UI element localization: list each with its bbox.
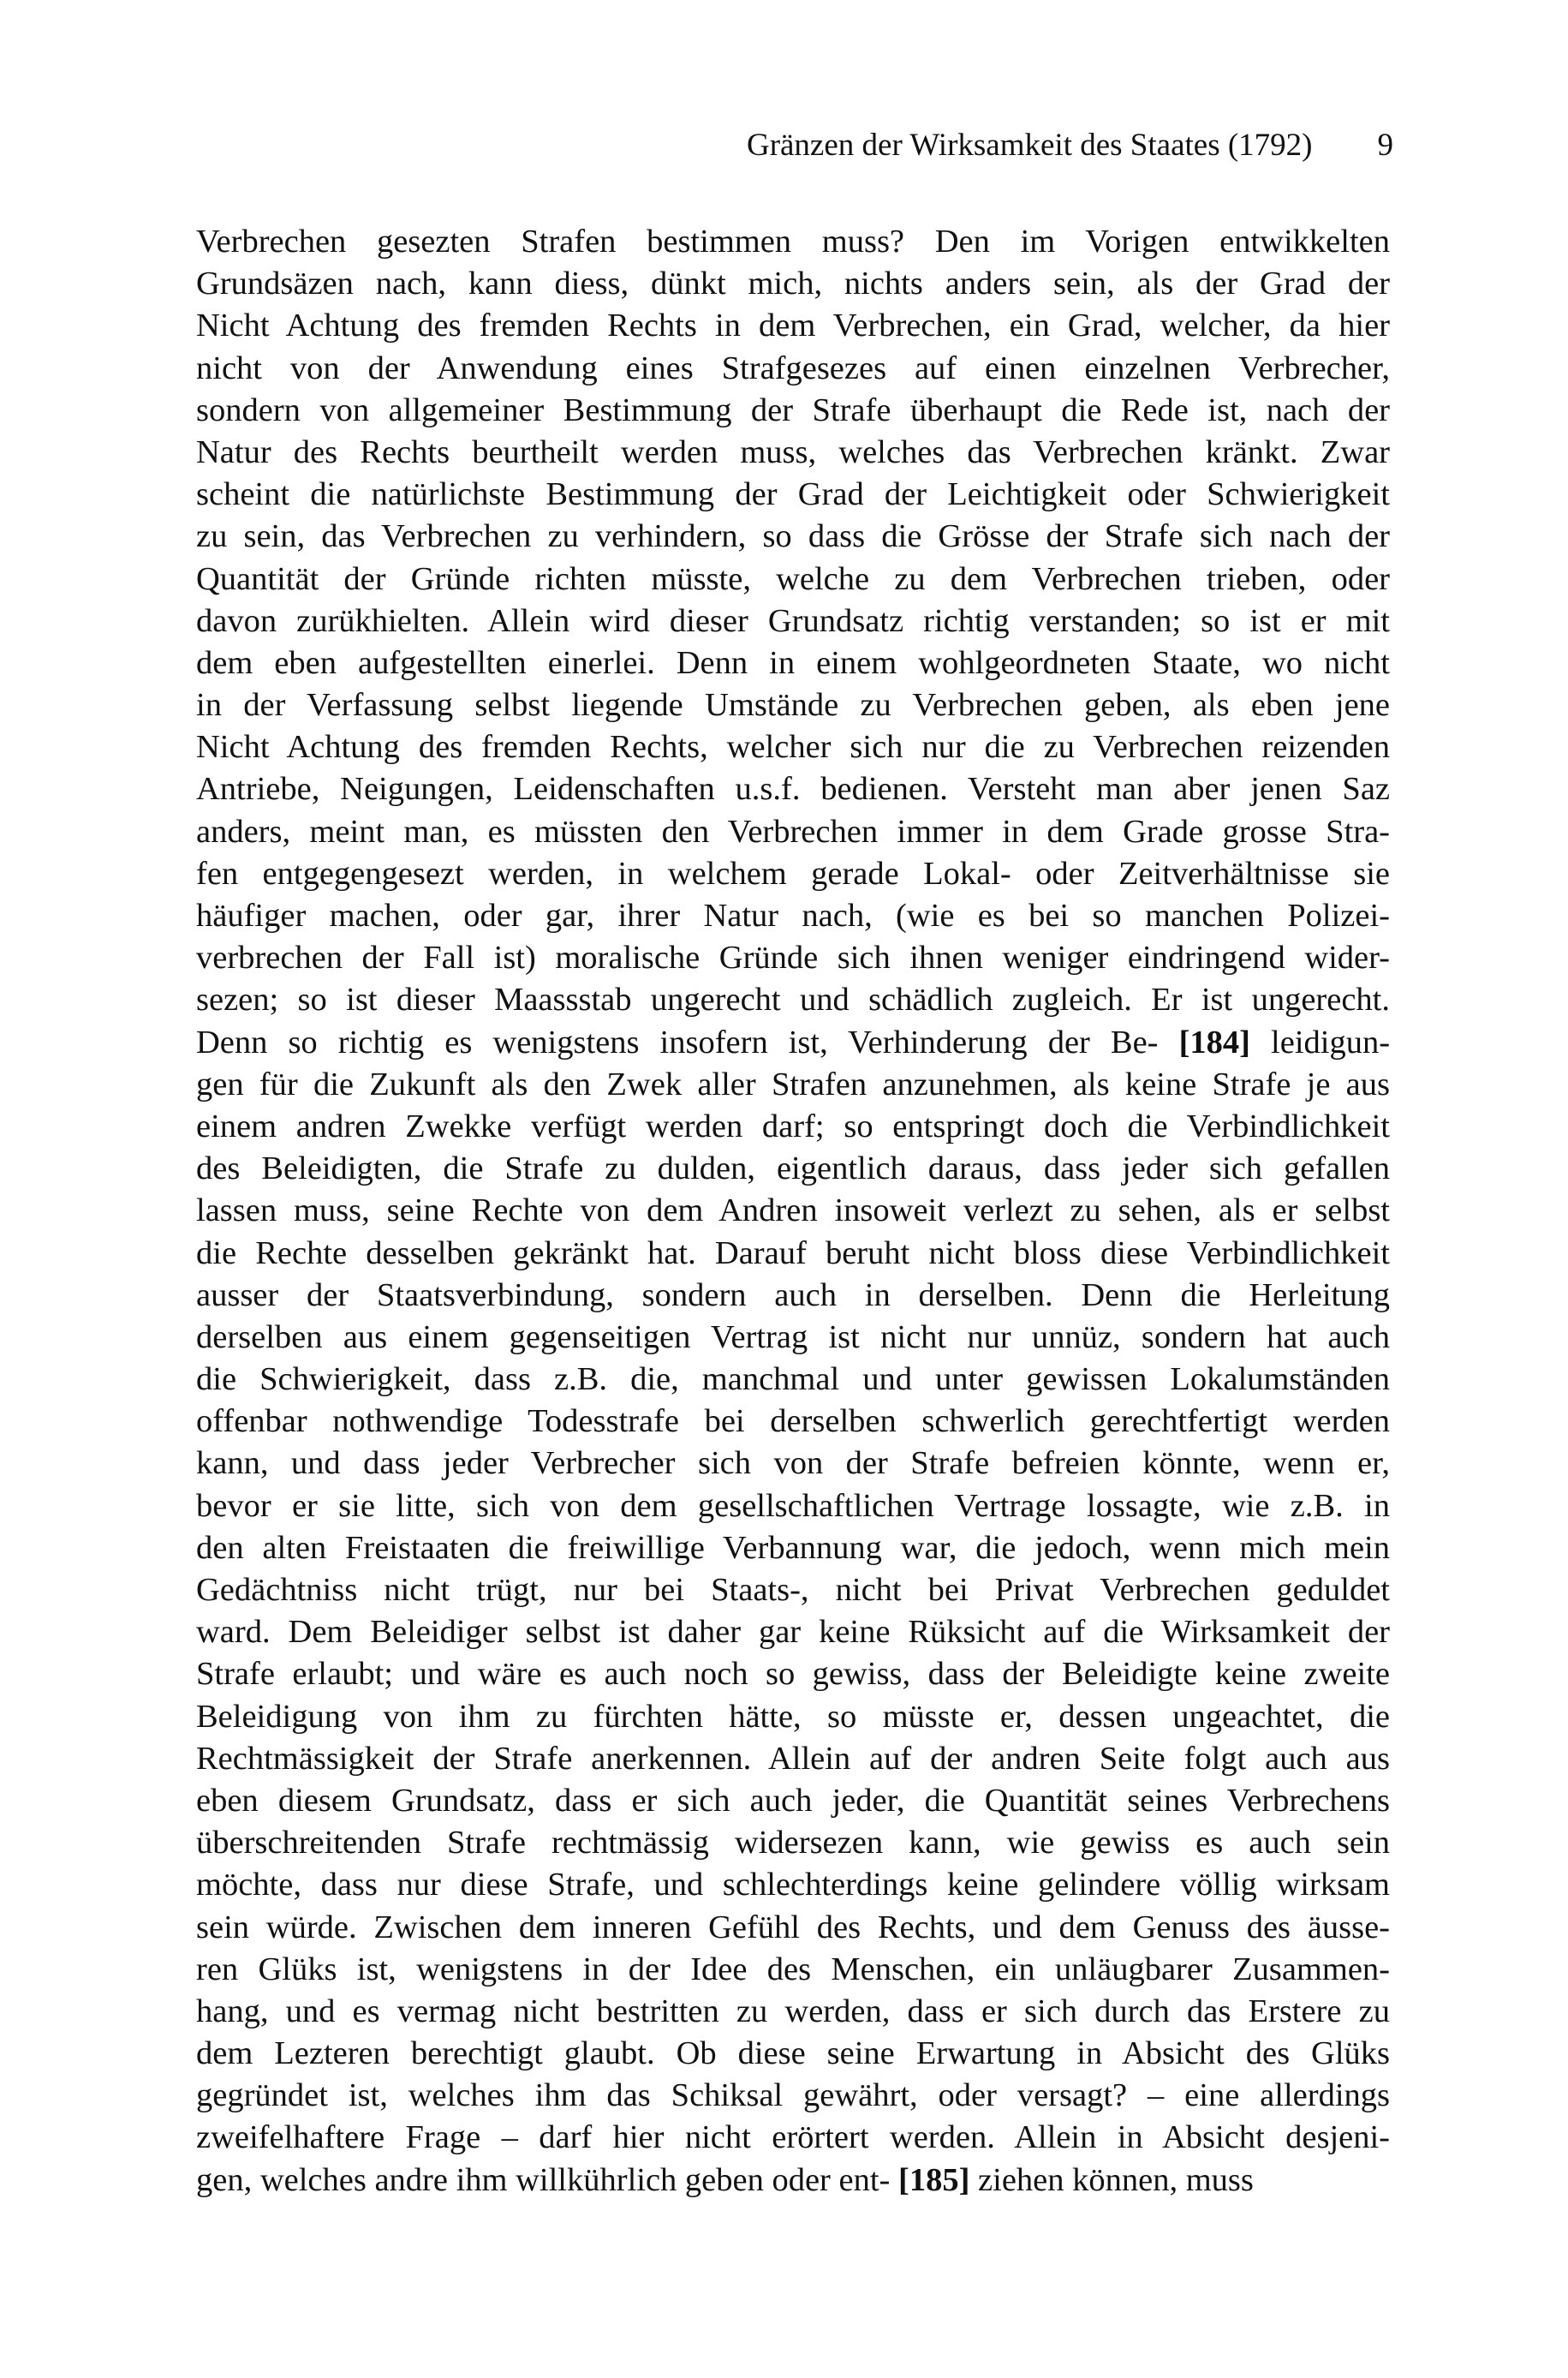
text-line: derselben aus einem gegenseitigen Vertrag ist nicht nur unnüz, sondern hat auch — [196, 1318, 1390, 1355]
text-line: kann, und dass jeder Verbrecher sich von der Strafe befreien könnte, wenn er, — [196, 1445, 1390, 1482]
text-line: anders, meint man, es müssten den Verbrechen immer in dem Grade grosse Stra- — [196, 813, 1390, 850]
text-line: eben diesem Grundsatz, dass er sich auch jeder, die Quantität seines Verbrechens — [196, 1782, 1390, 1819]
text-line-with-page-marker — [196, 2160, 1390, 2202]
text-line: fen entgegengesezt werden, in welchem gerade Lokal- oder Zeitverhältnisse sie — [196, 855, 1390, 892]
body-text — [196, 221, 1390, 2202]
text-line: zweifelhaftere Frage – darf hier nicht erörtert werden. Allein in Absicht desjeni- — [196, 2119, 1390, 2156]
text-line: dem Lezteren berechtigt glaubt. Ob diese seine Erwartung in Absicht des Glüks — [196, 2035, 1390, 2072]
text-line: Natur des Rechts beurtheilt werden muss, welches das Verbrechen kränkt. Zwar — [196, 433, 1390, 470]
text-line: verbrechen der Fall ist) moralische Gründe sich ihnen weniger eindringend wider- — [196, 940, 1390, 977]
text-line: gen für die Zukunft als den Zwek aller Strafen anzunehmen, als keine Strafe je aus — [196, 1066, 1390, 1102]
running-head — [747, 127, 1393, 164]
text-segment: gen, welches andre ihm willkührlich geben oder ent- — [196, 2161, 891, 2198]
text-line: dem eben aufgestellten einerlei. Denn in einem wohlgeordneten Staate, wo nicht — [196, 644, 1390, 681]
text-line: des Beleidigten, die Strafe zu dulden, eigentlich daraus, dass jeder sich gefallen — [196, 1150, 1390, 1187]
text-line: Quantität der Gründe richten müsste, welche zu dem Verbrechen trieben, oder — [196, 560, 1390, 597]
text-line: den alten Freistaaten die freiwillige Verbannung war, die jedoch, wenn mich mein — [196, 1529, 1390, 1566]
text-line: die Rechte desselben gekränkt hat. Darauf beruht nicht bloss diese Verbindlichkeit — [196, 1234, 1390, 1271]
text-segment: Denn so richtig es wenigstens insofern ist, Verhinderung der Be- — [196, 1024, 1159, 1061]
text-line: Nicht Achtung des fremden Rechts in dem Verbrechen, ein Grad, welcher, da hier — [196, 308, 1390, 344]
text-line: Antriebe, Neigungen, Leidenschaften u.s.f. bedienen. Versteht man aber jenen Saz — [196, 771, 1390, 808]
text-line: häufiger machen, oder gar, ihrer Natur nach, (wie es bei so manchen Polizei- — [196, 898, 1390, 934]
text-line: Strafe erlaubt; und wäre es auch noch so gewiss, dass der Beleidigte keine zweite — [196, 1656, 1390, 1693]
text-line: ren Glüks ist, wenigstens in der Idee des Menschen, ein unläugbarer Zusammen- — [196, 1951, 1390, 1987]
text-line: nicht von der Anwendung eines Strafgesezes auf einen einzelnen Verbrecher, — [196, 350, 1390, 386]
page-marker-184: [184] — [1178, 1024, 1250, 1061]
text-line: sondern von allgemeiner Bestimmung der Strafe überhaupt die Rede ist, nach der — [196, 391, 1390, 428]
text-line: zu sein, das Verbrechen zu verhindern, so dass die Grösse der Strafe sich nach der — [196, 518, 1390, 555]
text-line: davon zurükhielten. Allein wird dieser Grundsatz richtig verstanden; so ist er mit — [196, 602, 1390, 639]
text-segment: ziehen können, muss — [978, 2161, 1254, 2198]
text-line: scheint die natürlichste Bestimmung der Grad der Leichtigkeit oder Schwierigkeit — [196, 476, 1390, 513]
text-line: überschreitenden Strafe rechtmässig widersezen kann, wie gewiss es auch sein — [196, 1825, 1390, 1861]
text-line: in der Verfassung selbst liegende Umstände zu Verbrechen geben, als eben jene — [196, 687, 1390, 724]
running-head-title: Gränzen der Wirksamkeit des Staates (1792) — [746, 128, 1313, 163]
text-line: bevor er sie litte, sich von dem gesellschaftlichen Vertrage lossagte, wie z.B. in — [196, 1487, 1390, 1524]
text-line: ward. Dem Beleidiger selbst ist daher gar keine Rüksicht auf die Wirksamkeit der — [196, 1614, 1390, 1651]
text-line: hang, und es vermag nicht bestritten zu werden, dass er sich durch das Erstere zu — [196, 1993, 1390, 2029]
text-line: Beleidigung von ihm zu fürchten hätte, so müsste er, dessen ungeachtet, die — [196, 1698, 1390, 1735]
text-line: sein würde. Zwischen dem inneren Gefühl des Rechts, und dem Genuss des äusse- — [196, 1909, 1390, 1945]
text-line: einem andren Zwekke verfügt werden darf; so entspringt doch die Verbindlichkeit — [196, 1108, 1390, 1144]
text-line: Grundsäzen nach, kann diess, dünkt mich, nichts anders sein, als der Grad der — [196, 266, 1390, 302]
page-number: 9 — [1377, 128, 1393, 163]
text-line: die Schwierigkeit, dass z.B. die, manchmal und unter gewissen Lokalumständen — [196, 1361, 1390, 1398]
text-line: möchte, dass nur diese Strafe, und schlechterdings keine gelindere völlig wirksam — [196, 1867, 1390, 1903]
text-line: offenbar nothwendige Todesstrafe bei derselben schwerlich gerechtfertigt werden — [196, 1403, 1390, 1440]
text-line: Rechtmässigkeit der Strafe anerkennen. Allein auf der andren Seite folgt auch aus — [196, 1740, 1390, 1777]
text-line: gegründet ist, welches ihm das Schiksal gewährt, oder versagt? – eine allerdings — [196, 2077, 1390, 2114]
text-line: Verbrechen gesezten Strafen bestimmen muss? Den im Vorigen entwikkelten — [196, 224, 1390, 260]
page-marker-185: [185] — [898, 2161, 970, 2198]
text-segment: leidigun- — [1271, 1024, 1391, 1061]
text-line: Nicht Achtung des fremden Rechts, welcher sich nur die zu Verbrechen reizenden — [196, 729, 1390, 766]
text-line: ausser der Staatsverbindung, sondern auch in derselben. Denn die Herleitung — [196, 1276, 1390, 1313]
text-line: Gedächtniss nicht trügt, nur bei Staats-, nicht bei Privat Verbrechen geduldet — [196, 1572, 1390, 1608]
text-line: sezen; so ist dieser Maassstab ungerecht und schädlich zugleich. Er ist ungerecht. — [196, 982, 1390, 1019]
text-line-with-page-marker — [196, 1022, 1390, 1064]
text-line: lassen muss, seine Rechte von dem Andren insoweit verlezt zu sehen, als er selbst — [196, 1192, 1390, 1229]
